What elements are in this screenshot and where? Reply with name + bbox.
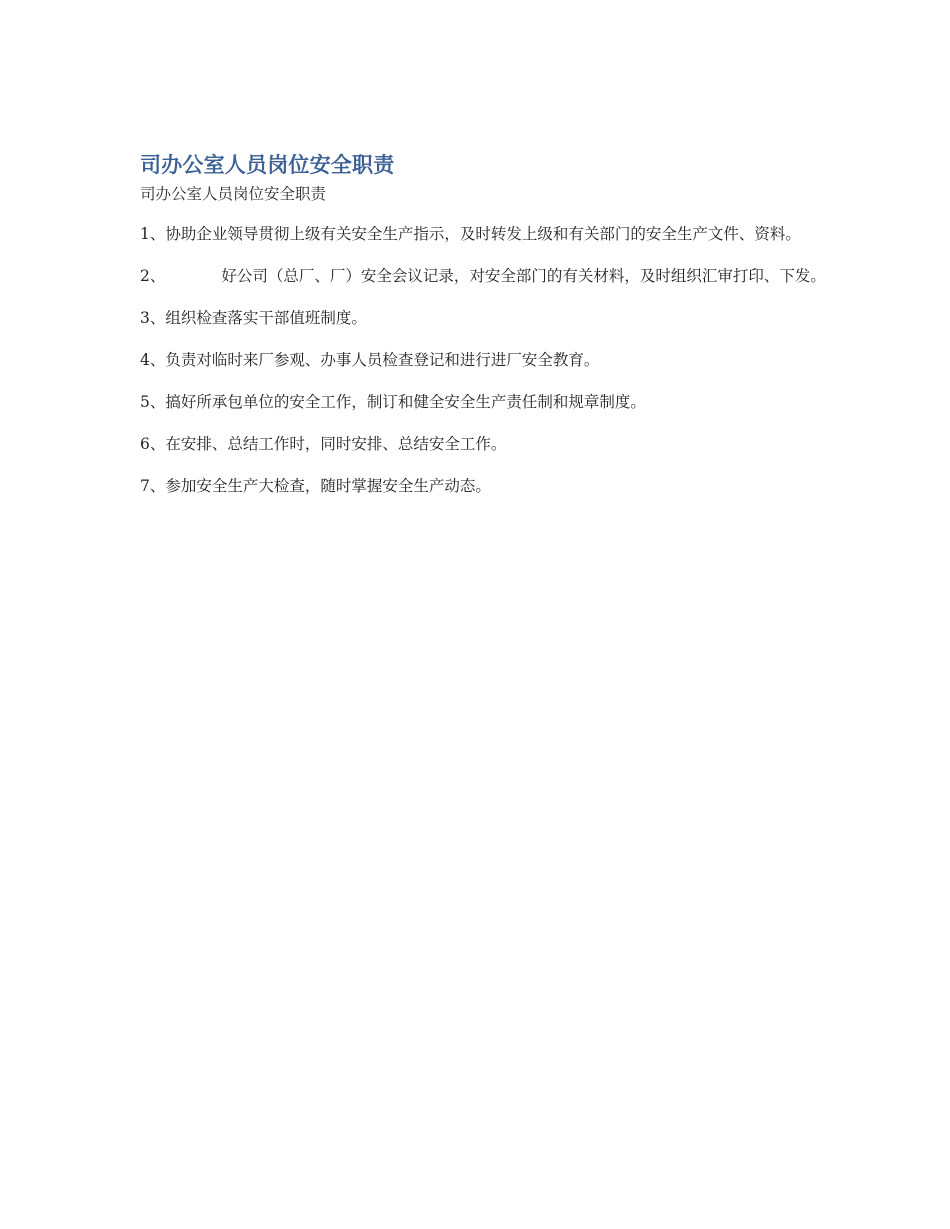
duty-list (140, 221, 830, 500)
list-item (140, 347, 830, 374)
item-number: 5、 (140, 393, 166, 411)
item-text: 搞好所承包单位的安全工作，制订和健全安全生产责任制和规章制度。 (165, 393, 646, 411)
item-number: 4、 (140, 351, 166, 369)
list-item (140, 389, 830, 416)
document-subtitle: 司办公室人员岗位安全职责 (140, 185, 327, 203)
item-text: 在安排、总结工作时，同时安排、总结安全工作。 (165, 435, 507, 453)
item-text: 组织检查落实干部值班制度。 (165, 309, 367, 327)
list-item (140, 431, 830, 458)
item-text: 协助企业领导贯彻上级有关安全生产指示，及时转发上级和有关部门的安全生产文件、资料。 (165, 225, 801, 243)
item-number: 3、 (140, 309, 166, 327)
document-title: 司办公室人员岗位安全职责 (140, 153, 395, 177)
item-text: 负责对临时来厂参观、办事人员检查登记和进行进厂安全教育。 (165, 351, 600, 369)
list-item (140, 263, 830, 290)
item-number: 7、 (140, 477, 166, 495)
item-number: 6、 (140, 435, 166, 453)
item-number: 1、 (140, 225, 166, 243)
item-text: 好公司（总厂、厂）安全会议记录，对安全部门的有关材料，及时组织汇审打印、下发。 (221, 267, 826, 285)
list-item (140, 221, 830, 248)
list-item (140, 473, 830, 500)
document-body (140, 150, 830, 515)
item-number: 2、 (140, 267, 166, 285)
list-item (140, 305, 830, 332)
item-text: 参加安全生产大检查，随时掌握安全生产动态。 (165, 477, 491, 495)
